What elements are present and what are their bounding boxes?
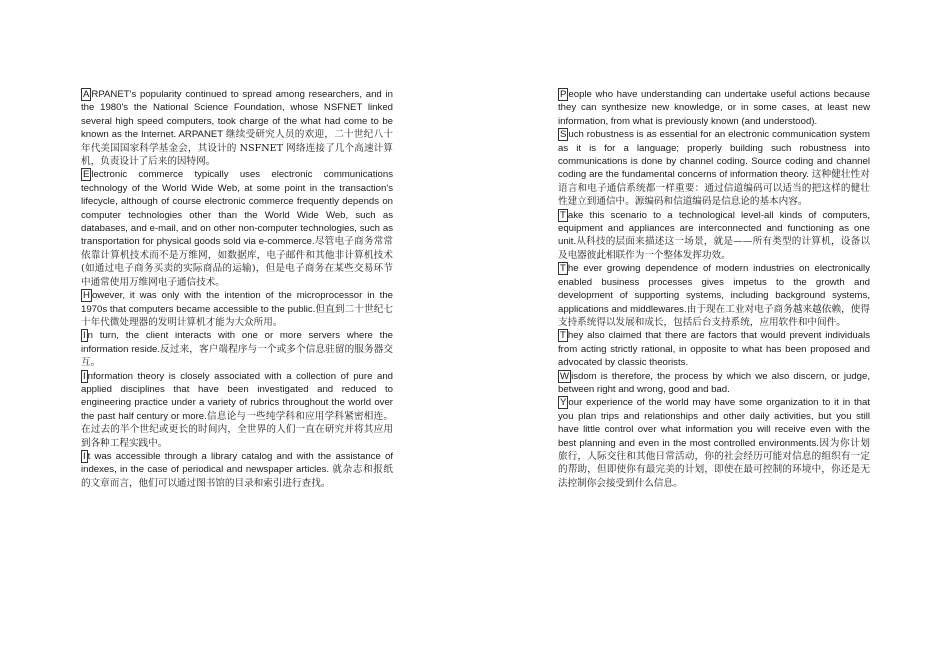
right-column (558, 88, 870, 490)
paragraph-chinese: 因为你计划旅行，人际交往和其他日常活动，你的社会经历可能对信息的组织有一定的帮助，但即使你有最完美的计划，即使在最可控制的环境中，你还是无法控制你会接受到什么信息。 (558, 437, 870, 489)
paragraph-english: he ever growing dependence of modern industries on electronically enabled business processes gives impetus to the growth and development of supporting systems, including background systems, applications and middlewares. (558, 263, 870, 315)
drop-initial: I (83, 450, 86, 462)
paragraph-experience (558, 396, 870, 490)
paragraph-chinese: 信息论与一些纯学科和应用学科紧密相连。在过去的半个世纪或更长的时间内，全世界的人们一直在研究并将其应用到各种工程实践中。 (81, 410, 394, 449)
drop-initial: I (83, 370, 86, 382)
drop-initial: T (560, 263, 566, 275)
paragraph-english: uch robustness is as essential for an electronic communication system as it is for a language; properly building such robustness into communications is done by channel coding. Source coding and channel coding are the fundamental concerns of information theory. (558, 129, 870, 181)
paragraph-chinese: 从科技的层面来描述这一场景，就是——所有类型的计算机，设备以及电器彼此相联作为一个整体发挥功效。 (558, 236, 870, 261)
paragraph-dependence (558, 262, 870, 329)
paragraph-chinese: 这种健壮性对语言和电子通信系统都一样重要：通过信道编码可以适当的把这样的健壮性建立到通信中。源编码和信道编码是信息论的基本内容。 (558, 169, 870, 208)
drop-initial: P (560, 89, 567, 100)
drop-initial: T (560, 330, 566, 342)
paragraph-library-catalog (81, 450, 393, 490)
drop-initial: W (560, 370, 570, 382)
paragraph-english: ake this scenario to a technological level-all kinds of computers, equipment and appliances are interconnected and functioning as one unit. (558, 209, 870, 248)
paragraph-english: n turn, the client interacts with one or more servers where the information reside. (81, 330, 393, 355)
paragraph-english: our experience of the world may have some organization to it in that you plan trips and relationships and other daily activities, but you still have little control over what information you will receive even with the best planning and even in the most controlled environments. (558, 397, 870, 449)
paragraph-robustness (558, 128, 870, 208)
paragraph-understanding (558, 88, 870, 128)
drop-initial: H (83, 290, 90, 302)
paragraph-information-theory (81, 370, 393, 450)
paragraph-chinese: 反过来，客户端程序与一个或多个信息驻留的服务器交互。 (81, 343, 394, 369)
drop-initial: T (560, 209, 566, 221)
paragraph-english: owever, it was only with the intention of the microprocessor in the 1970s that computers became accessible to the public. (81, 290, 393, 315)
paragraph-english: t was accessible through a library catalog and with the assistance of indexes, in the case of periodical and newspaper articles. (81, 450, 393, 476)
paragraph-chinese: 尽管电子商务常常依靠计算机技术而不是万维网，如数据库，电子邮件和其他非计算机技术(如通过电子商务买卖的实际商品的运输)，但是电子商务在某些交易环节中通常使用万维网电子通信技术。 (81, 236, 393, 288)
paragraph-english: nformation theory is closely associated with a collection of pure and applied disciplines that have been investigated and reduced to engineering practice under a variety of rubrics throughout the world over the past half century or more. (81, 370, 393, 422)
paragraph-chinese: 但直到二十世纪七十年代微处理器的发明计算机才能为大众所用。 (81, 303, 393, 328)
drop-initial: S (560, 129, 567, 141)
paragraph-english: eople who have understanding can undertake useful actions because they can synthesize new knowledge, or in some cases, at least new information, from what is previously known (and understood). (558, 89, 870, 127)
paragraph-client-server (81, 329, 393, 369)
paragraph-english: RPANET's popularity continued to spread among researchers, and in the 1980's the National Science Foundation, whose NSFNET linked several high speed computers, took charge of the what had come to be known as the Internet. ARPANET (81, 89, 393, 141)
drop-initial: I (83, 330, 86, 342)
paragraph-electronic-commerce (81, 168, 393, 289)
drop-initial: E (83, 169, 90, 181)
paragraph-chinese: 由于现在工业对电子商务越来越依赖，使得支持系统得以发展和成长，包括后台支持系统，应用软件和中间件。 (558, 303, 870, 328)
paragraph-arpanet (81, 88, 393, 168)
paragraph-english: hey also claimed that there are factors that would prevent individuals from acting strictly rational, in opposite to what has been proposed and advocated by classic theorists. (558, 330, 870, 369)
drop-initial: Y (560, 397, 567, 409)
drop-initial: A (83, 89, 90, 100)
paragraph-english: isdom is therefore, the process by which we also discern, or judge, between right and wrong, good and bad. (558, 370, 870, 395)
paragraph-chinese: 就杂志和报纸的文章而言，他们可以通过图书馆的目录和索引进行查找。 (81, 464, 394, 489)
paragraph-rational-factors (558, 329, 870, 369)
paragraph-technological-level (558, 209, 870, 263)
paragraph-microprocessor (81, 289, 393, 329)
left-column (81, 88, 393, 490)
paragraph-chinese: 继续受研究人员的欢迎，二十世纪八十年代美国国家科学基金会，其设计的 NSFNET 网络连接了几个高速计算机，负责设计了后来的因特网。 (81, 129, 394, 168)
paragraph-english: lectronic commerce typically uses electronic communications technology of the World Wide Web, at some point in the transaction's lifecycle, although of course electronic commerce frequently depends on computer technologies other than the World Wide Web, such as databases, and e-mail, and on other non-computer technologies, such as transportation for physical goods sold via e-commerce. (81, 169, 393, 248)
paragraph-wisdom (558, 370, 870, 397)
